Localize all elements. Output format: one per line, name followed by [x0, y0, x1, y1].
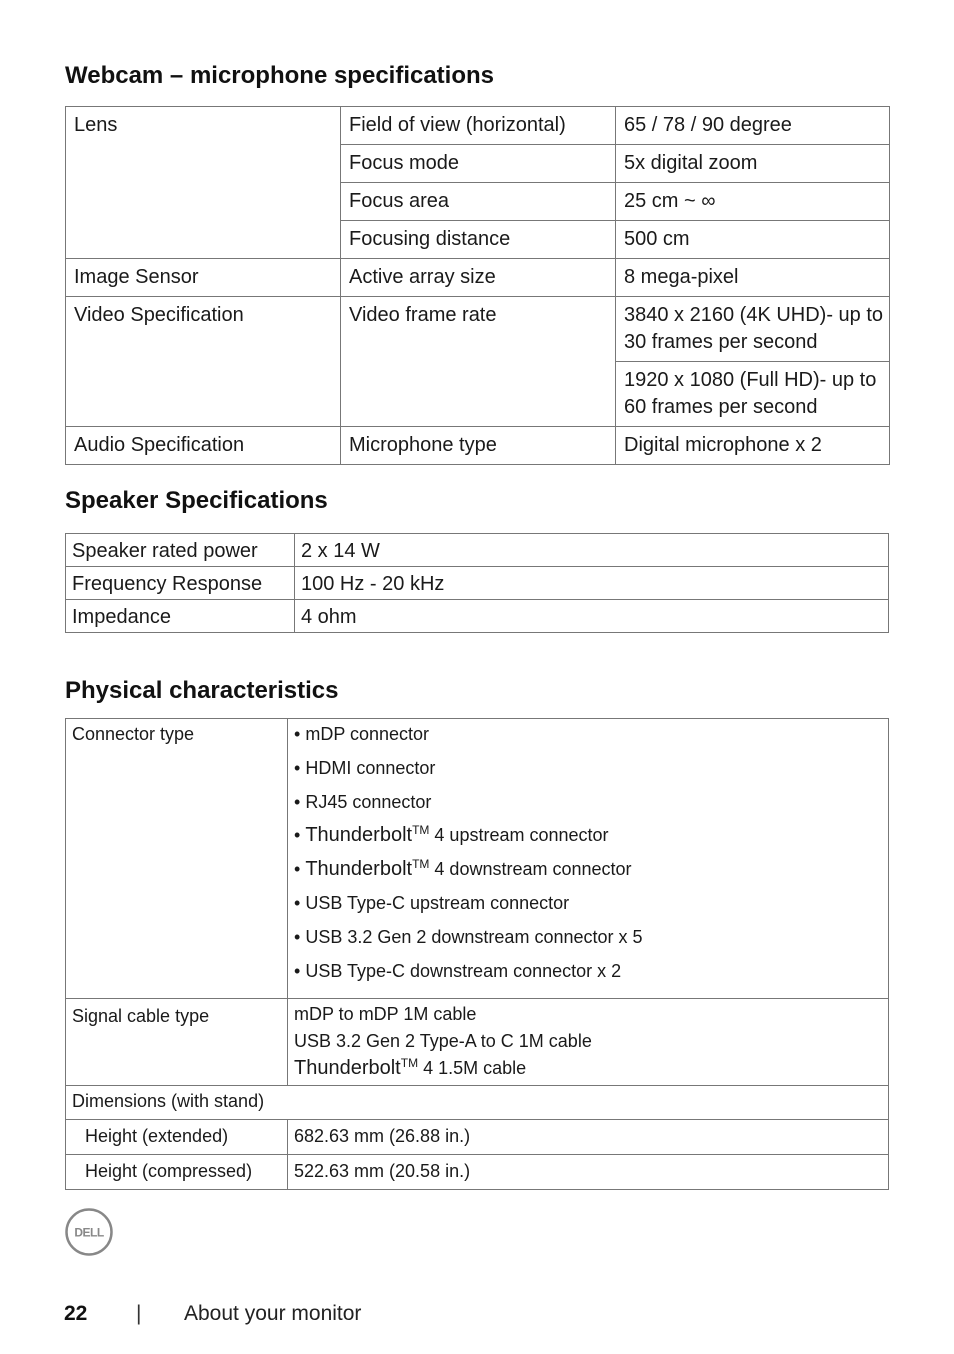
webcam-spec-table: [65, 106, 890, 465]
frame-rate-value-4k: 3840 x 2160 (4K UHD)- up to 30 frames per second: [616, 297, 890, 362]
image-sensor-label: Image Sensor: [66, 259, 341, 297]
field-of-view-value: 65 / 78 / 90 degree: [616, 107, 890, 145]
table-row: [66, 567, 889, 600]
impedance-label: Impedance: [66, 600, 295, 633]
table-row: [66, 719, 889, 999]
list-item: • Thunderbolt™ 4 upstream connector: [294, 823, 609, 847]
footer-section-title: About your monitor: [184, 1302, 362, 1325]
table-row: [66, 427, 890, 465]
active-array-value: 8 mega-pixel: [616, 259, 890, 297]
table-row: [66, 600, 889, 633]
speaker-heading: Speaker Specifications: [65, 487, 328, 514]
signal-cable-item: mDP to mDP 1M cable: [294, 1004, 477, 1025]
dell-logo-text: DELL: [74, 1225, 104, 1240]
footer-separator: |: [136, 1302, 142, 1325]
list-item: • RJ45 connector: [294, 791, 432, 812]
speaker-power-value: 2 x 14 W: [295, 534, 889, 567]
active-array-label: Active array size: [341, 259, 616, 297]
webcam-heading: Webcam – microphone specifications: [65, 62, 495, 89]
focus-mode-label: Focus mode: [341, 145, 616, 183]
frame-rate-value-fhd: 1920 x 1080 (Full HD)- up to 60 frames per second: [616, 362, 890, 427]
connector-type-label: Connector type: [66, 719, 288, 999]
signal-cable-item: USB 3.2 Gen 2 Type-A to C 1M cable: [294, 1031, 592, 1052]
focus-area-label: Focus area: [341, 183, 616, 221]
table-row: [66, 107, 890, 145]
height-extended-value: 682.63 mm (26.88 in.): [288, 1120, 889, 1155]
table-row: [66, 1086, 889, 1120]
frequency-response-label: Frequency Response: [66, 567, 295, 600]
frame-rate-label: Video frame rate: [341, 297, 616, 427]
focus-mode-value: 5x digital zoom: [616, 145, 890, 183]
microphone-type-label: Microphone type: [341, 427, 616, 465]
connector-list: [294, 722, 888, 992]
frequency-response-value: 100 Hz - 20 kHz: [295, 567, 889, 600]
signal-cable-label: Signal cable type: [66, 999, 288, 1086]
table-row: [66, 259, 890, 297]
lens-label: Lens: [66, 107, 341, 259]
field-of-view-label: Field of view (horizontal): [341, 107, 616, 145]
dimensions-label: Dimensions (with stand): [66, 1086, 889, 1120]
speaker-spec-table: [65, 533, 889, 633]
list-item: • USB Type-C downstream connector x 2: [294, 960, 622, 981]
video-spec-label: Video Specification: [66, 297, 341, 427]
speaker-power-label: Speaker rated power: [66, 534, 295, 567]
focusing-distance-label: Focusing distance: [341, 221, 616, 259]
table-row: [66, 534, 889, 567]
list-item: • mDP connector: [294, 724, 430, 744]
list-item: • HDMI connector: [294, 757, 436, 778]
signal-cable-cell: [288, 999, 889, 1086]
page-number: 22: [64, 1302, 88, 1325]
list-item: • USB Type-C upstream connector: [294, 892, 570, 913]
table-row: [66, 1155, 889, 1190]
height-compressed-value: 522.63 mm (20.58 in.): [288, 1155, 889, 1190]
audio-spec-label: Audio Specification: [66, 427, 341, 465]
impedance-value: 4 ohm: [295, 600, 889, 633]
list-item: • Thunderbolt™ 4 downstream connector: [294, 857, 632, 881]
table-row: [66, 999, 889, 1086]
table-row: [66, 297, 890, 362]
height-extended-label: Height (extended): [66, 1120, 288, 1155]
connector-list-cell: [288, 719, 889, 999]
dell-logo: [65, 1208, 113, 1256]
microphone-type-value: Digital microphone x 2: [616, 427, 890, 465]
signal-cable-item: Thunderbolt™ 4 1.5M cable: [294, 1056, 527, 1080]
list-item: • USB 3.2 Gen 2 downstream connector x 5: [294, 926, 643, 947]
focus-area-value: 25 cm ~ ∞: [616, 183, 890, 221]
height-compressed-label: Height (compressed): [66, 1155, 288, 1190]
physical-spec-table: [65, 718, 889, 1190]
focusing-distance-value: 500 cm: [616, 221, 890, 259]
table-row: [66, 1120, 889, 1155]
physical-heading: Physical characteristics: [65, 677, 339, 704]
